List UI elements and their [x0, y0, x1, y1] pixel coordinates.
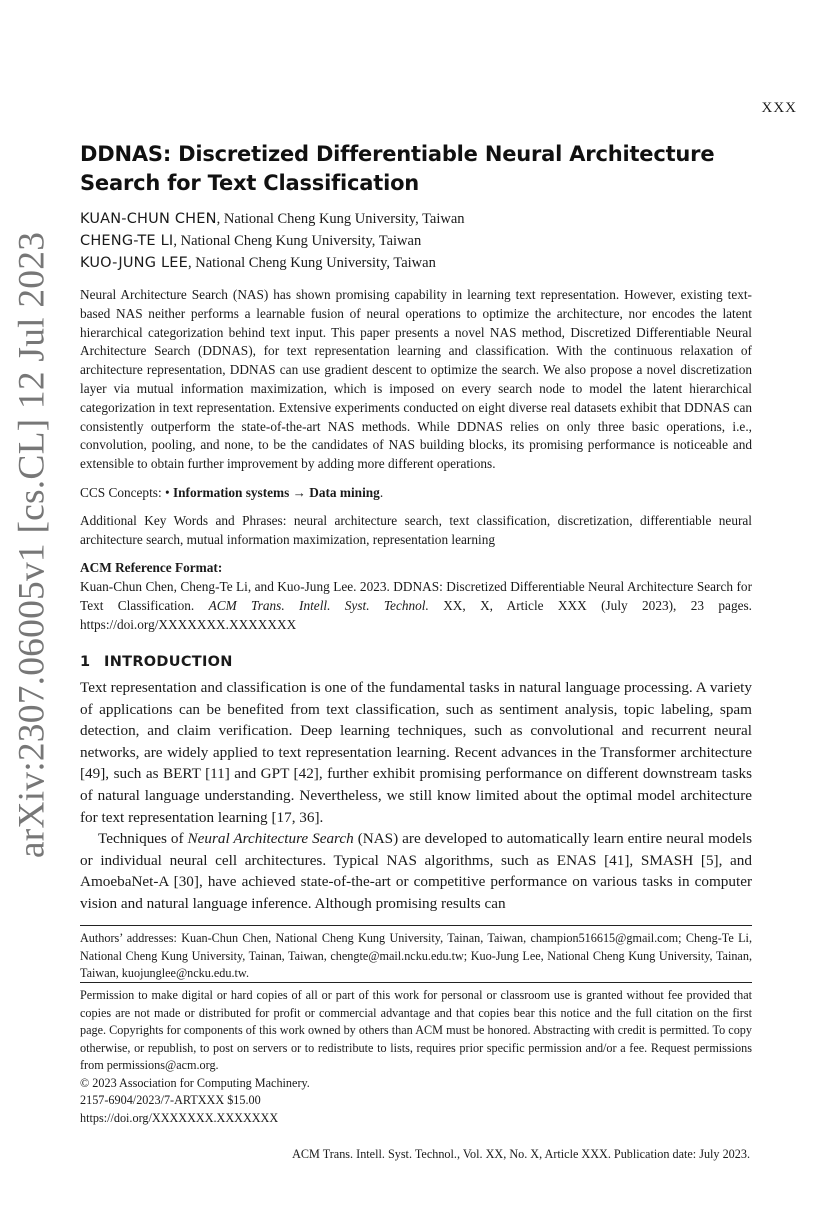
- author-entry: KUO-JUNG LEE, National Cheng Kung University, Taiwan: [80, 255, 436, 271]
- keywords-text: neural architecture search, text classification, discretization, differentiable neural architecture search, mutual information maximization, representation learning: [80, 512, 752, 547]
- author-name: CHENG-TE LI: [80, 233, 174, 249]
- author-entry: CHENG-TE LI, National Cheng Kung University, Taiwan: [80, 233, 422, 249]
- author-affiliation: National Cheng Kung University, Taiwan: [195, 255, 436, 271]
- authors-addresses: Authors’ addresses: Kuan-Chun Chen, National Cheng Kung University, Tainan, Taiwan, champion516615@gmail.com; Cheng-Te Li, National Cheng Kung University, Tainan, Taiwan, chengte@mail.ncku.edu.tw; Kuo-Jung Lee, National Cheng Kung University, Tainan, Taiwan, kuojunglee@ncku.edu.tw.: [80, 925, 752, 983]
- author-affiliation: National Cheng Kung University, Taiwan: [180, 233, 422, 249]
- doi-link[interactable]: https://doi.org/XXXXXXX.XXXXXXX: [80, 1110, 279, 1125]
- keywords-label: Additional Key Words and Phrases:: [80, 512, 294, 528]
- introduction-body: [80, 677, 752, 915]
- paper-title: DDNAS: Discretized Differentiable Neural Architecture Search for Text Classification: [80, 142, 715, 195]
- ccs-bullet: •: [164, 484, 170, 500]
- section-number: 1: [80, 653, 91, 670]
- paragraph: Text representation and classification is one of the fundamental tasks in natural language processing. A variety of applications can be benefited from text classification, such as sentiment analysis, topic labeling, spam detection, and claim verification. Deep learning techniques, such as convolutional and recurrent neural networks, are widely applied to text representation learning. Recent advances in the Transformer architecture [49], such as BERT [11] and GPT [42], further exhibit promising performance on different downstream tasks of natural language understanding. Nevertheless, we still know limited about the optimal model architecture for text representation learning [17, 36].: [80, 678, 752, 826]
- author-name: KUO-JUNG LEE: [80, 255, 188, 271]
- section-heading: [80, 652, 752, 672]
- permission-notice: [80, 982, 752, 1127]
- keywords: [80, 511, 752, 549]
- author-list: [80, 208, 752, 274]
- ccs-concepts: [80, 483, 752, 502]
- page-footer: ACM Trans. Intell. Syst. Technol., Vol. XX, No. X, Article XXX. Publication date: July 2023.: [292, 1147, 750, 1161]
- copyright-line: © 2023 Association for Computing Machinery.: [80, 1075, 310, 1090]
- reference-details[interactable]: XX, X, Article XXX (July 2023), 23 pages. https://doi.org/XXXXXXX.XXXXXXX: [80, 597, 752, 632]
- abstract: Neural Architecture Search (NAS) has shown promising capability in learning text representation. However, existing text-based NAS neither performs a learnable fusion of neural operations to optimize the architecture, nor encodes the latent hierarchical categorization behind text input. This paper presents a novel NAS method, Discretized Differentiable Neural Architecture Search (DDNAS), for text representation learning and classification. With the continuous relaxation of architecture representation, DDNAS can use gradient descent to optimize the search. We also propose a novel discretization layer via mutual information maximization, which is imposed on every search node to model the latent hierarchical categorization in text representation. Extensive experiments conducted on eight diverse real datasets exhibit that DDNAS can consistently outperform the state-of-the-art NAS methods. While DDNAS relies on only three basic operations, i.e., convolution, pooling, and none, to be the candidates of NAS building blocks, its promising performance is noticeable and extensible to obtain further improvement by adding more different operations.: [80, 287, 752, 472]
- author-affiliation: National Cheng Kung University, Taiwan: [223, 211, 465, 227]
- ccs-label: CCS Concepts:: [80, 484, 165, 500]
- paragraph: [80, 828, 752, 914]
- ccs-subconcept: Data mining: [309, 484, 380, 500]
- reference-format-text: [80, 577, 752, 634]
- paragraph-text: (NAS) are developed to automatically learn entire neural models or individual neural cell architectures. Typical NAS algorithms, such as ENAS [41], SMASH [5], and AmoebaNet-A [30], have achieved state-of-the-art or competitive performance on various tasks in computer vision and natural language inference. Although promising results can: [80, 830, 752, 912]
- paragraph-text: Techniques of: [98, 830, 188, 848]
- ccs-concept: Information systems: [172, 484, 290, 500]
- arxiv-sidebar: [2, 231, 62, 859]
- permission-text: Permission to make digital or hard copies of all or part of this work for personal or classroom use is granted without fee provided that copies are not made or distributed for profit or commercial advantage and that copies bear this notice and the full citation on the first page. Copyrights for components of this work owned by others than ACM must be honored. Abstracting with credit is permitted. To copy otherwise, or republish, to post on servers or to redistribute to lists, requires prior specific permission and/or a fee. Request permissions from permissions@acm.org.: [80, 988, 752, 1072]
- ccs-end: .: [379, 484, 384, 500]
- author-name: KUAN-CHUN CHEN: [80, 211, 217, 227]
- arxiv-identifier[interactable]: arXiv:2307.06005v1 [cs.CL] 12 Jul 2023: [11, 231, 53, 859]
- section-title: INTRODUCTION: [104, 653, 233, 670]
- reference-format-heading: ACM Reference Format:: [80, 559, 223, 575]
- page-header-number: XXX: [761, 100, 797, 116]
- ccs-arrow: →: [292, 484, 306, 500]
- author-entry: KUAN-CHUN CHEN, National Cheng Kung University, Taiwan: [80, 211, 465, 227]
- reference-journal: ACM Trans. Intell. Syst. Technol.: [208, 597, 429, 613]
- emphasis-text: Neural Architecture Search: [187, 830, 354, 848]
- issn-line: 2157-6904/2023/7-ARTXXX $15.00: [80, 1093, 261, 1107]
- reference-citation: Kuan-Chun Chen, Cheng-Te Li, and Kuo-Jung Lee. 2023. DDNAS: Discretized Differentiable Neural Architecture Search for Text Classification.: [80, 578, 752, 613]
- main-content: [80, 140, 752, 915]
